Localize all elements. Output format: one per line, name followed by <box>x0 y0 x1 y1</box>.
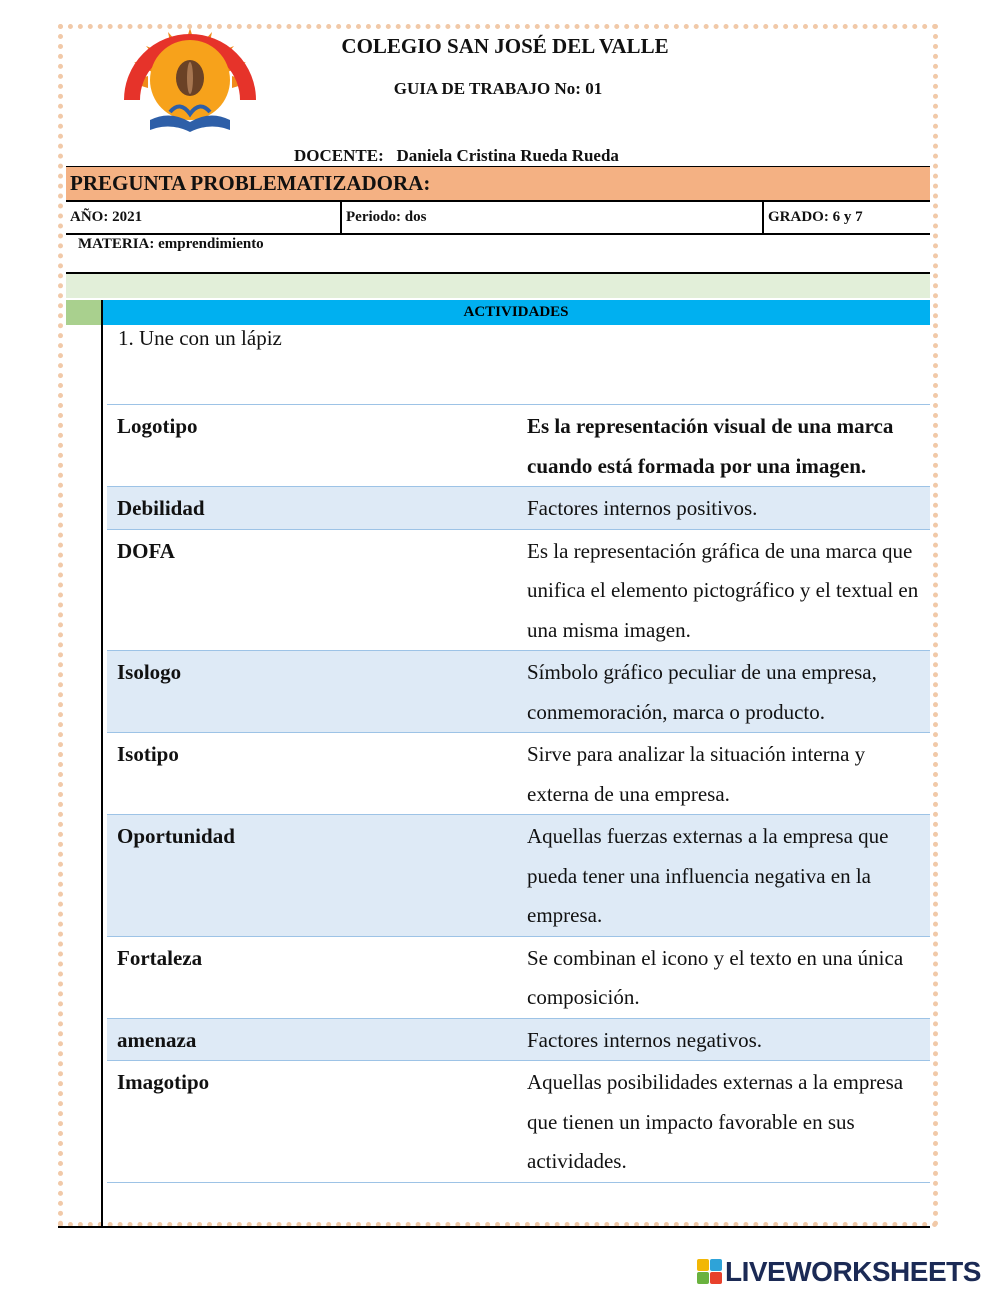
liveworksheets-brand <box>697 1256 981 1288</box>
table-row <box>107 530 930 652</box>
cell-divider <box>340 202 342 234</box>
definition-cell[interactable]: Factores internos negativos. <box>527 1027 763 1052</box>
table-row <box>107 405 930 487</box>
guide-title: GUIA DE TRABAJO No: 01 <box>393 79 603 98</box>
teacher-label: DOCENTE: <box>294 146 384 165</box>
grade-cell: GRADO: 6 y 7 <box>768 209 863 225</box>
matching-table <box>107 404 930 1183</box>
rule <box>66 233 930 235</box>
school-name: COLEGIO SAN JOSÉ DEL VALLE <box>341 34 669 58</box>
table-row <box>107 487 930 530</box>
term-cell[interactable]: Fortaleza <box>117 945 203 970</box>
cell-divider <box>762 202 764 234</box>
activities-header: ACTIVIDADES <box>102 300 930 325</box>
definition-cell[interactable]: Es la representación visual de una marca cuando está formada por una imagen. <box>527 414 894 478</box>
brand-name: LIVEWORKSHEETS <box>725 1256 981 1287</box>
liveworksheets-logo-icon <box>697 1259 723 1285</box>
definition-cell[interactable]: Factores internos positivos. <box>527 496 758 520</box>
term-cell[interactable]: Oportunidad <box>117 824 235 848</box>
term-cell[interactable]: Imagotipo <box>117 1070 210 1094</box>
definition-cell[interactable]: Símbolo gráfico peculiar de una empresa, conmemoración, marca o producto. <box>527 660 877 724</box>
table-row <box>107 1061 930 1183</box>
teacher-name: Daniela Cristina Rueda Rueda <box>396 146 619 165</box>
bottom-rule <box>58 1226 930 1228</box>
term-cell[interactable]: Isologo <box>117 660 182 684</box>
subject: MATERIA: emprendimiento <box>78 236 264 252</box>
info-row <box>66 202 930 234</box>
definition-cell[interactable]: Es la representación gráfica de una marca que unifica el elemento pictográfico y el textual en una misma imagen. <box>527 538 919 642</box>
green-corner <box>66 300 102 325</box>
table-row <box>107 733 930 815</box>
table-row <box>107 815 930 937</box>
year-cell: AÑO: 2021 <box>70 209 143 225</box>
teacher-line <box>294 146 619 166</box>
table-row <box>107 1019 930 1062</box>
term-cell[interactable]: DOFA <box>117 538 175 563</box>
school-crest-logo <box>118 28 263 146</box>
table-row <box>107 651 930 733</box>
term-cell[interactable]: Logotipo <box>117 414 198 438</box>
table-row <box>107 937 930 1019</box>
term-cell[interactable]: Isotipo <box>117 742 179 766</box>
green-band <box>66 274 930 298</box>
term-cell[interactable]: Debilidad <box>117 496 205 520</box>
instruction: 1. Une con un lápiz <box>118 326 282 350</box>
term-cell[interactable]: amenaza <box>117 1027 197 1052</box>
left-border <box>101 300 103 1226</box>
definition-cell[interactable]: Aquellas fuerzas externas a la empresa que pueda tener una influencia negativa en la empresa. <box>527 824 889 927</box>
definition-cell[interactable]: Sirve para analizar la situación interna y externa de una empresa. <box>527 742 866 806</box>
period-cell: Periodo: dos <box>346 209 427 225</box>
definition-cell[interactable]: Aquellas posibilidades externas a la empresa que tienen un impacto favorable en sus actividades. <box>527 1070 904 1173</box>
definition-cell[interactable]: Se combinan el icono y el texto en una única composición. <box>527 945 904 1009</box>
problem-question: PREGUNTA PROBLEMATIZADORA: <box>66 167 930 200</box>
